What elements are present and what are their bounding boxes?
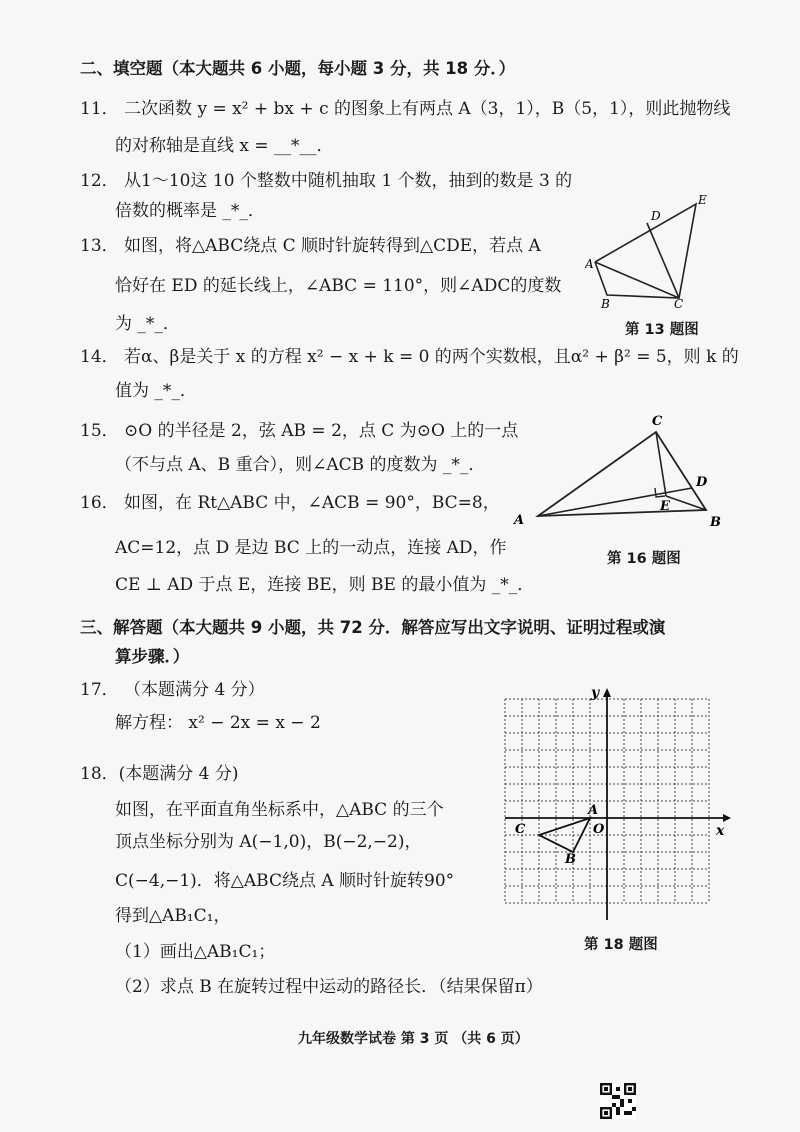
q17-equation: 解方程： x² − 2x = x − 2 bbox=[115, 713, 321, 733]
fig16-eb bbox=[666, 496, 706, 510]
q13-line-1: 13． 如图，将△ABC绕点 C 顺时针旋转得到△CDE，若点 A bbox=[80, 236, 541, 256]
fig18-label-C: C bbox=[515, 822, 526, 837]
q14-line-2: 值为 _*_． bbox=[115, 381, 197, 401]
section-3-heading-line-1: 三、解答题（本大题共 9 小题，共 72 分．解答应写出文字说明、证明过程或演 bbox=[80, 618, 666, 637]
q15-line-2: （不与点 A、B 重合），则∠ACB 的度数为 _*_． bbox=[115, 455, 486, 475]
fig13-label-D: D bbox=[651, 209, 661, 223]
fig13-label-E: E bbox=[698, 193, 707, 207]
fig18-y-arrow bbox=[603, 688, 611, 697]
section-3-heading-line-2: 算步骤．） bbox=[115, 647, 190, 666]
q18-line-2: 如图，在平面直角坐标系中，△ABC 的三个 bbox=[115, 800, 444, 820]
fig16-label-A: A bbox=[514, 513, 525, 528]
q13-line-3: 为 _*_． bbox=[115, 314, 180, 334]
section-2-heading: 二、填空题（本大题共 6 小题，每小题 3 分，共 18 分．） bbox=[80, 59, 516, 78]
q11-line-2: 的对称轴是直线 x = __*__． bbox=[115, 136, 334, 156]
q16-line-2: AC=12，点 D 是边 BC 上的一动点，连接 AD，作 bbox=[115, 538, 507, 558]
page-footer: 九年级数学试卷 第 3 页 （共 6 页） bbox=[298, 1031, 529, 1047]
fig16-triangle bbox=[538, 432, 706, 516]
fig18-label-O: O bbox=[593, 822, 605, 837]
fig16-ce bbox=[656, 432, 666, 496]
fig16-label-C: C bbox=[652, 414, 663, 429]
q15-line-1: 15． ⊙O 的半径是 2，弦 AB = 2，点 C 为⊙O 上的一点 bbox=[80, 421, 519, 441]
fig18-label-x: x bbox=[716, 823, 725, 839]
q18-line-4: C(−4,−1)．将△ABC绕点 A 顺时针旋转90° bbox=[115, 871, 455, 891]
q18-line-1: 18．(本题满分 4 分) bbox=[80, 764, 239, 784]
q18-line-3: 顶点坐标分别为 A(−1,0)，B(−2,−2)， bbox=[115, 832, 422, 852]
figure-18-caption: 第 18 题图 bbox=[584, 937, 658, 953]
fig13-label-C: C bbox=[674, 297, 684, 311]
figure-16 bbox=[510, 410, 730, 535]
q16-line-3: CE ⊥ AD 于点 E，连接 BE，则 BE 的最小值为 _*_． bbox=[115, 575, 535, 595]
q16-line-1: 16． 如图，在 Rt△ABC 中，∠ACB = 90°，BC=8， bbox=[80, 493, 500, 513]
fig13-label-A: A bbox=[585, 257, 594, 271]
figure-16-caption: 第 16 题图 bbox=[607, 551, 681, 567]
fig18-label-B: B bbox=[565, 852, 576, 867]
q13-line-2: 恰好在 ED 的延长线上，∠ABC = 110°，则∠ADC的度数 bbox=[115, 276, 562, 296]
fig16-label-D: D bbox=[696, 475, 708, 490]
fig16-label-B: B bbox=[710, 515, 721, 530]
figure-13 bbox=[585, 190, 715, 320]
fig18-label-y: y bbox=[591, 685, 600, 701]
fig16-label-E: E bbox=[660, 499, 670, 514]
fig18-x-arrow bbox=[723, 814, 731, 822]
fig13-label-B: B bbox=[601, 297, 610, 311]
q18-line-6: （1）画出△AB₁C₁； bbox=[115, 942, 276, 962]
q12-line-1: 12． 从1～10这 10 个整数中随机抽取 1 个数，抽到的数是 3 的 bbox=[80, 171, 573, 191]
figure-18-grid bbox=[495, 683, 735, 923]
q18-line-7: （2）求点 B 在旋转过程中运动的路径长．（结果保留π） bbox=[115, 977, 543, 997]
q17-line-1: 17． （本题满分 4 分） bbox=[80, 680, 265, 700]
fig18-label-A: A bbox=[588, 803, 599, 818]
q12-line-2: 倍数的概率是 _*_． bbox=[115, 201, 265, 221]
q14-line-1: 14． 若α、β是关于 x 的方程 x² − x + k = 0 的两个实数根，且α² + β² = 5，则 k 的 bbox=[80, 347, 739, 367]
q18-line-5: 得到△AB₁C₁， bbox=[115, 906, 231, 926]
q11-line-1: 11． 二次函数 y = x² + bx + c 的图象上有两点 A（3，1），B（5，1），则此抛物线 bbox=[80, 99, 731, 119]
figure-13-caption: 第 13 题图 bbox=[625, 322, 699, 338]
qr-code-icon bbox=[600, 1083, 636, 1119]
